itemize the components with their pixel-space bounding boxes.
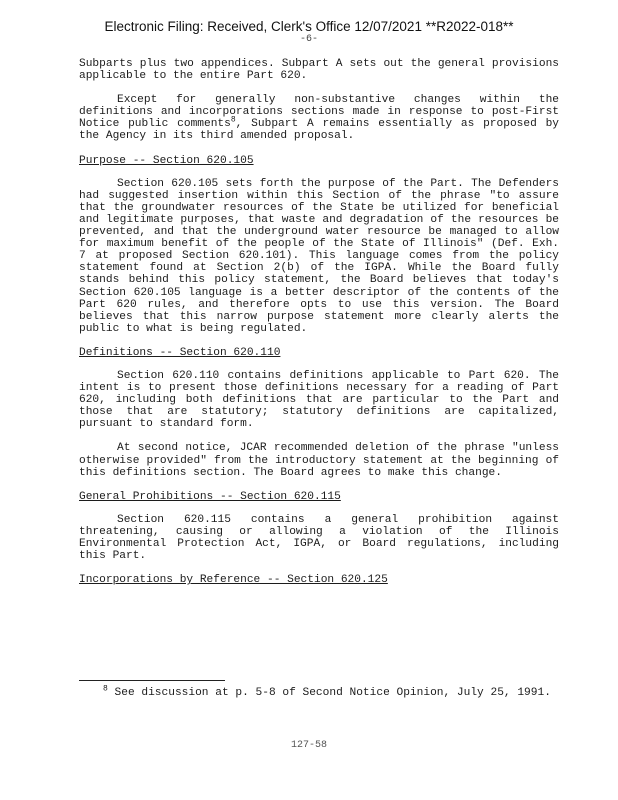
footnote-reference[interactable]: 8 (230, 115, 236, 125)
heading-definitions: Definitions -- Section 620.110 (79, 346, 281, 359)
footnote-divider (79, 680, 225, 681)
heading-incorporations: Incorporations by Reference -- Section 620.125 (79, 574, 388, 587)
heading-purpose: Purpose -- Section 620.105 (79, 154, 254, 167)
paragraph-definitions: Section 620.110 contains definitions applicable to Part 620. The intent is to present those definitions necessary for a reading of Part 620, including both definitions that are particular to the Part and those that are statutory; statutory definitions are capitalized, pursuant to standard form. (79, 369, 559, 431)
paragraph-general-prohibitions: Section 620.115 contains a general prohibition against threatening, causing or allowing a violation of the Illinois Environmental Protection Act, IGPA, or Board regulations, including this Part. (79, 513, 559, 563)
heading-general-prohibitions: General Prohibitions -- Section 620.115 (79, 490, 341, 503)
footnote-marker: 8 (103, 684, 108, 694)
filing-stamp: Electronic Filing: Received, Clerk's Office 12/07/2021 **R2022-018** (104, 19, 514, 34)
paragraph-subparts: Subparts plus two appendices. Subpart A sets out the general provisions applicable to the entire Part 620. (79, 58, 559, 83)
page-number: -6- (299, 34, 318, 45)
paragraph-subpart-a (79, 94, 559, 142)
document-page-number: 127-58 (290, 740, 327, 751)
footnote-text: See discussion at p. 5-8 of Second Notice Opinion, July 25, 1991. (107, 687, 551, 699)
paragraph-text: , Subpart A remains essentially as proposed by the Agency in its third amended proposal. (79, 118, 560, 143)
footnote (79, 684, 559, 700)
document-body (79, 58, 559, 597)
paragraph-purpose: Section 620.105 sets forth the purpose of the Part. The Defenders had suggested insertion within this Section of the phrase "to assure that the groundwater resources of the State be utilized for beneficial and legitimate purposes, that waste and degradation of the resources be prevented, and that the underground water resource be managed to allow for maximum benefit of the people of the State of Illinois" (Def. Exh. 7 at proposed Section 620.101). This language comes from the policy statement found at Section 2(b) of the IGPA. While the Board fully stands behind this policy statement, the Board believes that today's Section 620.105 language is a better descriptor of the contents of the Part 620 rules, and therefore opts to use this version. The Board believes that this narrow purpose statement more clearly alerts the public to what is being regulated. (79, 177, 559, 335)
paragraph-text: Except for generally non-substantive changes within the definitions and incorporations sections made in response to post-First Notice public comments (79, 94, 559, 131)
paragraph-jcar: At second notice, JCAR recommended deletion of the phrase "unless otherwise provided" from the introductory statement at the beginning of this definitions section. The Board agrees to make this change. (79, 442, 559, 479)
